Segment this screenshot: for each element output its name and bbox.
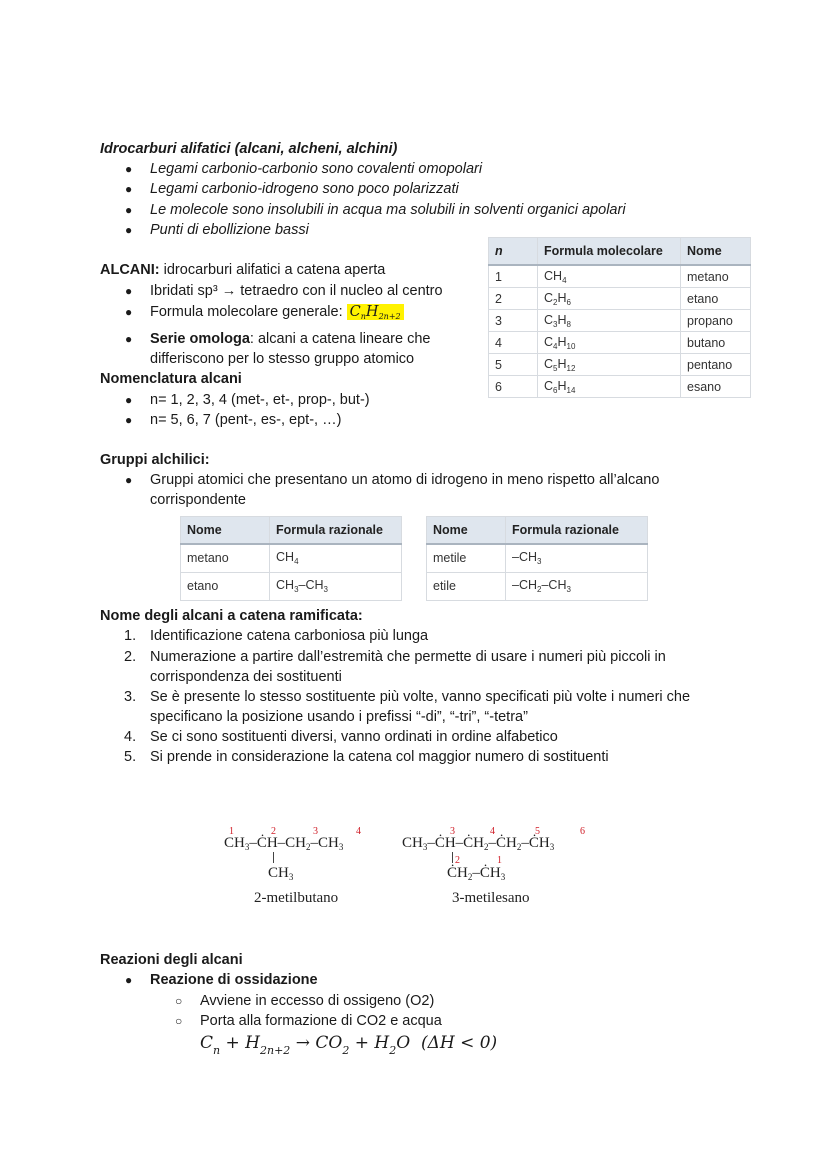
table-header: n	[489, 238, 538, 266]
list-item: Le molecole sono insolubili in acqua ma solubili in solventi organici apolari	[150, 202, 626, 218]
table-header: Nome	[427, 517, 506, 545]
bullet-icon: ●	[125, 305, 133, 319]
list-item: Gruppi atomici che presentano un atomo di idrogeno in meno rispetto all’alcano	[150, 472, 660, 488]
table-header: Formula razionale	[270, 517, 402, 545]
table-row: metile $-CH_3$	[427, 544, 648, 572]
table-row: 6 $C_6H_{14}$ esano	[489, 376, 751, 398]
oxidation-equation: $C_n + H_{2n+2} \to CO_2 + H_2O$ (ΔH < 0)	[200, 1033, 498, 1057]
alcani-desc: idrocarburi alifatici a catena aperta	[159, 262, 386, 278]
bullet-icon: ●	[125, 284, 133, 298]
bullet-icon: ●	[125, 182, 133, 196]
table-row: etile $-CH_2-CH_3$	[427, 572, 648, 600]
table-row: 4 $C_4H_{10}$ butano	[489, 332, 751, 354]
list-item: n= 1, 2, 3, 4 (met-, et-, prop-, but-)	[150, 392, 370, 408]
section-title-nomenclatura: Nomenclatura alcani	[100, 371, 242, 387]
section-title-ramificata: Nome degli alcani a catena ramificata:	[100, 608, 363, 624]
bullet-icon: ●	[125, 473, 133, 487]
list-item: Ibridati sp³ → tetraedro con il nucleo al centro	[150, 283, 443, 299]
list-item: Porta alla formazione di CO2 e acqua	[200, 1013, 442, 1029]
list-item: Si prende in considerazione la catena col maggior numero di sostituenti	[150, 749, 609, 765]
list-item-continuation: corrispondenza dei sostituenti	[150, 669, 342, 685]
bullet-icon: ●	[125, 393, 133, 407]
table-row: 5 $C_5H_{12}$ pentano	[489, 354, 751, 376]
table-gruppi-alchilici	[426, 516, 648, 601]
list-number: 3.	[124, 689, 137, 705]
section-title-idrocarburi: Idrocarburi alifatici (alcani, alcheni, alchini)	[100, 141, 398, 157]
table-alcani	[488, 237, 751, 398]
table-header-row	[181, 517, 402, 545]
list-number: 5.	[124, 749, 137, 765]
circle-bullet-icon: ○	[175, 994, 183, 1008]
bullet-icon: ●	[125, 203, 133, 217]
list-item: Numerazione a partire dall’estremità che permette di usare i numeri più piccoli in	[150, 649, 666, 665]
bullet-icon: ●	[125, 332, 133, 346]
table-header: Formula molecolare	[538, 238, 681, 266]
structure-name: 3-metilesano	[452, 890, 530, 906]
table-header: Formula razionale	[506, 517, 648, 545]
bullet-icon: ●	[125, 223, 133, 237]
list-item: Serie omologa: alcani a catena lineare che	[150, 331, 431, 347]
table-row: 2 $C_2H_6$ etano	[489, 288, 751, 310]
serie-omologa-term: Serie omologa	[150, 331, 250, 347]
table-header-row	[489, 238, 751, 266]
list-item: Punti di ebollizione bassi	[150, 222, 309, 238]
table-gruppi-alcani	[180, 516, 402, 601]
table-header: Nome	[681, 238, 751, 266]
circle-bullet-icon: ○	[175, 1014, 183, 1028]
bullet-icon: ●	[125, 973, 133, 987]
list-item: Legami carbonio-carbonio sono covalenti omopolari	[150, 161, 483, 177]
section-title-gruppi: Gruppi alchilici:	[100, 452, 210, 468]
section-title-reazioni: Reazioni degli alcani	[100, 952, 243, 968]
list-number: 4.	[124, 729, 137, 745]
table-header-row	[427, 517, 648, 545]
list-number: 1.	[124, 628, 137, 644]
table-row: metano $CH_4$	[181, 544, 402, 572]
list-number: 2.	[124, 649, 137, 665]
list-item-continuation: corrispondente	[150, 492, 246, 508]
structure-name: 2-metilbutano	[254, 890, 339, 906]
list-item-formula	[150, 302, 404, 327]
list-item: Se è presente lo stesso sostituente più volte, vanno specificati più volte i numeri che	[150, 689, 691, 705]
list-item: Identificazione catena carboniosa più lunga	[150, 628, 429, 644]
table-row: 1 $CH_4$ metano	[489, 265, 751, 288]
general-formula: $C_nH_{2n+2}$	[347, 304, 404, 320]
table-row: 3 $C_3H_8$ propano	[489, 310, 751, 332]
bullet-icon: ●	[125, 162, 133, 176]
list-item: Legami carbonio-idrogeno sono poco polarizzati	[150, 181, 459, 197]
table-header: Nome	[181, 517, 270, 545]
bullet-icon: ●	[125, 413, 133, 427]
list-item: Se ci sono sostituenti diversi, vanno ordinati in ordine alfabetico	[150, 729, 558, 745]
list-item-continuation: specificano la posizione usando i prefissi “-di”, “-tri”, “-tetra”	[150, 709, 528, 725]
alcani-label: ALCANI:	[100, 262, 160, 278]
alcani-definition	[100, 260, 385, 280]
formula-label: Formula molecolare generale:	[150, 304, 347, 320]
list-item: Reazione di ossidazione	[150, 972, 318, 988]
list-item: Avviene in eccesso di ossigeno (O2)	[200, 993, 435, 1009]
table-row: etano $CH_3-CH_3$	[181, 572, 402, 600]
list-item-continuation: differiscono per lo stesso gruppo atomico	[150, 351, 415, 367]
list-item: n= 5, 6, 7 (pent-, es-, ept-, …)	[150, 412, 342, 428]
